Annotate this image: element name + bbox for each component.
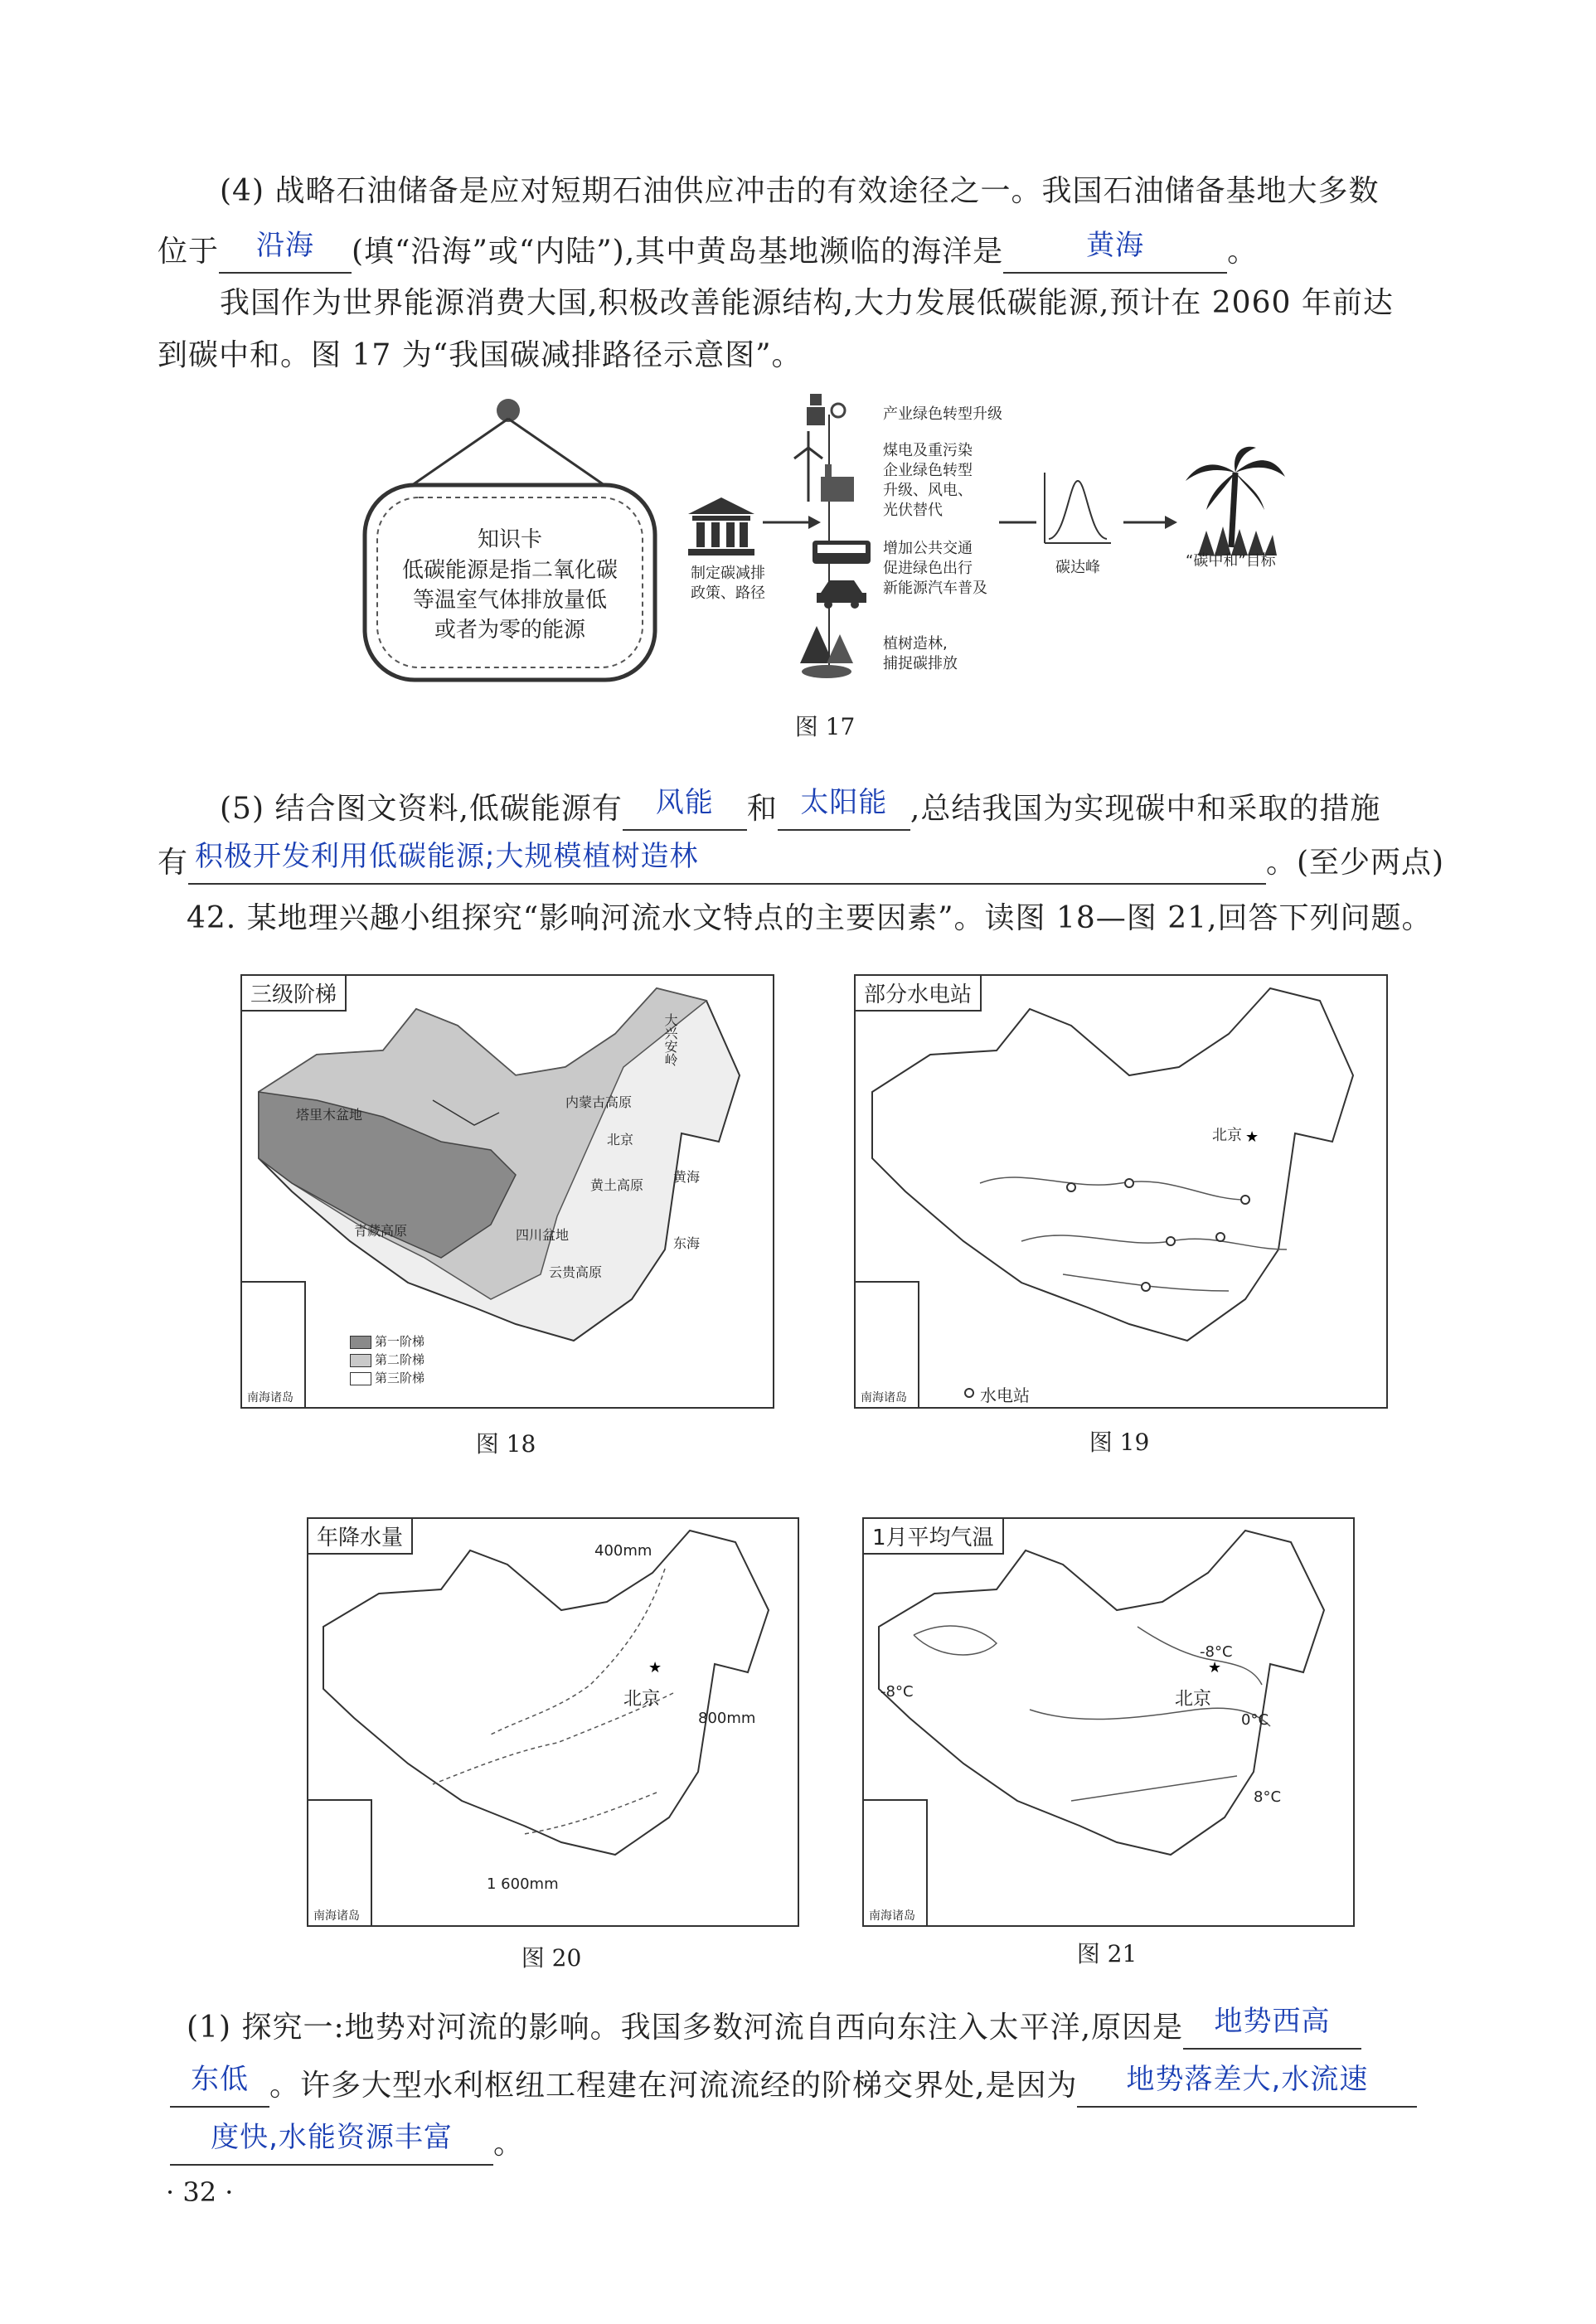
q1-line1 (187, 2006, 1361, 2050)
figure-19-caption: 图 19 (1089, 1429, 1150, 1456)
bus-icon (813, 541, 871, 564)
q5-line2 (158, 842, 1444, 885)
step-transport (883, 539, 987, 599)
place-label: 四川盆地 (516, 1227, 570, 1243)
answer-text: 黄海 (1086, 229, 1145, 262)
beijing-star-icon: ★ (1245, 1128, 1259, 1146)
intro-line2: 到碳中和。图 17 为“我国碳减排路径示意图”。 (158, 338, 803, 372)
q42-stem: 42. 某地理兴趣小组探究“影响河流水文特点的主要因素”。读图 18—图 21,回答下列问题。 (187, 901, 1433, 935)
text: 促进绿色出行 (883, 560, 973, 577)
text: (1) 探究一:地势对河流的影响。我国多数河流自西向东注入太平洋,原因是 (187, 2011, 1184, 2045)
q4-line1: (4) 战略石油储备是应对短期石油供应冲击的有效途径之一。我国石油储备基地大多数 (220, 174, 1380, 208)
answer-text: 地势落差大,水流速 (1126, 2063, 1369, 2096)
step-industry: 产业绿色转型升级 (883, 405, 1002, 423)
place-label: 北京 (607, 1132, 634, 1147)
text: 升级、风电、 (883, 482, 973, 499)
answer-text: 地势西高 (1214, 2005, 1331, 2038)
wind-turbine-icon (794, 431, 854, 502)
answer-blank-energy-1[interactable] (623, 786, 747, 831)
place-label: 黄土高原 (590, 1177, 644, 1193)
place-label: 东海 (673, 1235, 701, 1251)
map-18-graphics (242, 976, 773, 1407)
answer-text: 度快,水能资源丰富 (211, 2121, 453, 2154)
place-label: 内蒙古高原 (565, 1094, 633, 1110)
text: 位于 (158, 235, 220, 269)
answer-blank-reason-2-cont[interactable] (170, 2121, 493, 2166)
place-label: 青藏高原 (354, 1223, 408, 1239)
map-18-legend (350, 1332, 424, 1387)
text: 。(至少两点) (1266, 846, 1445, 880)
hydropower-station-icon (1216, 1233, 1225, 1241)
knowledge-card-body (365, 556, 655, 645)
text: 第三阶梯 (375, 1371, 425, 1385)
place-label: 大兴安岭 (662, 1013, 678, 1066)
answer-text: 东低 (191, 2063, 249, 2096)
policy-label (678, 564, 778, 604)
text: (填“沿海”或“内陆”),其中黄岛基地濒临的海洋是 (352, 235, 1004, 269)
step-energy (883, 441, 973, 521)
beijing-label: 北京 (623, 1689, 661, 1710)
figure-18-caption: 图 18 (475, 1430, 536, 1458)
q5-line1 (220, 788, 1380, 831)
knowledge-card-title: 知识卡 (477, 527, 542, 552)
isohyet-label: 1 600mm (487, 1875, 559, 1893)
text: 南海诸岛 (247, 1391, 293, 1405)
figure-21-caption: 图 21 (1076, 1940, 1138, 1967)
step-forest (883, 634, 958, 674)
figure-17-caption: 图 17 (794, 713, 856, 740)
text: 企业绿色转型 (883, 462, 973, 479)
isotherm-label: -8°C (880, 1683, 914, 1701)
isohyet-label: 800mm (698, 1710, 756, 1727)
text: 增加公共交通 (883, 540, 973, 557)
legend-hydropower-label: 水电站 (980, 1385, 1030, 1405)
legend-step-2 (350, 1351, 424, 1369)
pin-icon (497, 399, 520, 422)
text: 。 (493, 2127, 525, 2161)
beijing-label: 北京 (1212, 1127, 1242, 1144)
answer-blank-measures[interactable] (188, 840, 1266, 885)
isotherm-label: 0°C (1241, 1711, 1269, 1729)
beijing-label: 北京 (1175, 1689, 1212, 1710)
answer-text: 风能 (655, 786, 714, 819)
answer-text: 太阳能 (800, 786, 888, 819)
hydropower-station-icon (1167, 1237, 1175, 1245)
text: 南海诸岛 (869, 1909, 915, 1923)
text: 第一阶梯 (375, 1334, 425, 1349)
map-figure-18 (240, 974, 774, 1409)
figure-20-caption: 图 20 (521, 1944, 582, 1972)
isotherm-label: 8°C (1254, 1788, 1282, 1806)
text: 煤电及重污染 (883, 442, 973, 459)
hydropower-station-icon (1067, 1183, 1075, 1191)
map-21-graphics (864, 1519, 1353, 1925)
carbon-peak-chart-icon (1045, 473, 1111, 543)
map-figure-21 (862, 1517, 1355, 1927)
map-21-title: 1月平均气温 (864, 1519, 1004, 1555)
text: 第二阶梯 (375, 1352, 425, 1367)
intro-line1: 我国作为世界能源消费大国,积极改善能源结构,大力发展低碳能源,预计在 2060 年前达 (220, 286, 1394, 320)
answer-blank-ocean[interactable] (1003, 229, 1227, 274)
text: 南海诸岛 (313, 1909, 360, 1923)
text: 捕捉碳排放 (883, 655, 958, 672)
text: 有 (158, 846, 189, 880)
legend-step-1 (350, 1332, 424, 1351)
page-number: · 32 · (166, 2176, 234, 2208)
text: 制定碳减排 (691, 565, 765, 582)
q1-line2 (170, 2064, 1417, 2108)
factory-robot-icon (807, 394, 845, 425)
hydropower-station-icon (1125, 1179, 1133, 1187)
beijing-star-icon: ★ (1208, 1659, 1222, 1676)
south-china-sea-inset (308, 1799, 372, 1925)
text: 。许多大型水利枢纽工程建在河流流经的阶梯交界处,是因为 (269, 2069, 1078, 2103)
answer-text: 积极开发利用低碳能源;大规模植树造林 (195, 840, 699, 873)
government-building-icon (688, 497, 754, 556)
south-china-sea-inset (864, 1799, 928, 1925)
answer-text: 沿海 (256, 229, 315, 262)
text: 政策、路径 (691, 585, 765, 602)
text: 和 (746, 792, 778, 826)
text: 新能源汽车普及 (883, 580, 987, 597)
answer-blank-energy-2[interactable] (778, 786, 910, 831)
text: (5) 结合图文资料,低碳能源有 (220, 792, 623, 826)
place-label: 黄海 (673, 1169, 701, 1185)
beijing-star-icon: ★ (648, 1659, 662, 1676)
card-line: 低碳能源是指二氧化碳 (401, 558, 618, 583)
palm-tree-icon (1186, 447, 1285, 556)
map-figure-19 (854, 974, 1388, 1409)
south-china-sea-inset (242, 1281, 306, 1407)
forest-icon (800, 626, 853, 678)
peak-label: 碳达峰 (1055, 559, 1100, 576)
answer-blank-reason-1-cont[interactable] (170, 2063, 269, 2108)
map-figure-20 (307, 1517, 799, 1927)
text: ,总结我国为实现碳中和采取的措施 (910, 792, 1381, 826)
text: 南海诸岛 (861, 1391, 907, 1405)
legend-step-3 (350, 1369, 424, 1387)
answer-blank-reason-1[interactable] (1183, 2005, 1361, 2050)
goal-label: “碳中和”目标 (1186, 552, 1276, 570)
text: 植树造林, (883, 635, 948, 653)
map-19-graphics (856, 976, 1386, 1407)
car-icon (817, 580, 866, 609)
place-label: 云贵高原 (549, 1264, 603, 1280)
answer-blank-oil-location[interactable] (219, 229, 352, 274)
card-line: 等温室气体排放量低 (412, 588, 607, 613)
hydropower-station-icon (1241, 1196, 1249, 1204)
map-18-title: 三级阶梯 (242, 976, 347, 1012)
answer-blank-reason-2[interactable] (1077, 2063, 1417, 2108)
place-label: 塔里木盆地 (296, 1107, 363, 1123)
text: 光伏替代 (883, 502, 943, 519)
isohyet-label: 400mm (594, 1542, 652, 1560)
map-19-title: 部分水电站 (856, 976, 982, 1012)
q1-line3 (170, 2123, 524, 2166)
legend-hydropower-icon (965, 1389, 973, 1397)
text: 。 (1227, 235, 1259, 269)
card-line: 或者为零的能源 (434, 618, 585, 643)
map-20-title: 年降水量 (308, 1519, 413, 1555)
figure-17 (348, 390, 1302, 754)
q4-line2 (158, 230, 1258, 274)
isotherm-label: -8°C (1200, 1643, 1233, 1661)
south-china-sea-inset (856, 1281, 919, 1407)
hydropower-station-icon (1142, 1283, 1150, 1291)
